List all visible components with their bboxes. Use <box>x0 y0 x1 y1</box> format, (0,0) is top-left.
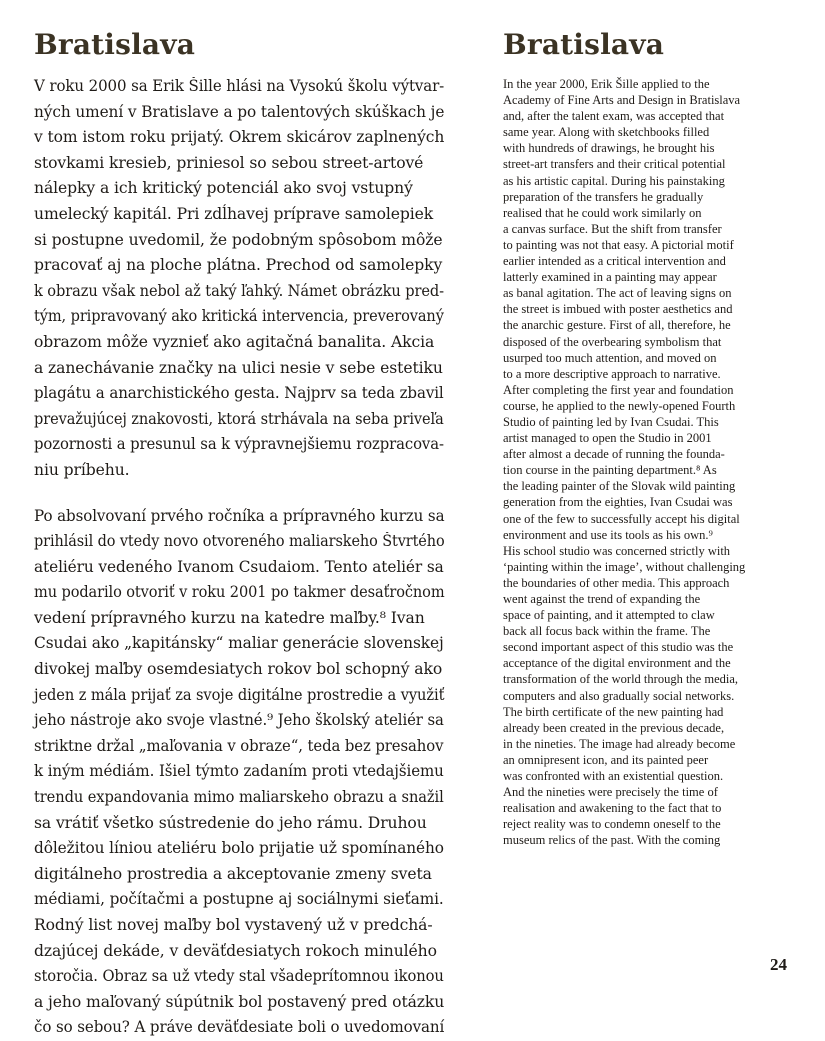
slovak-body <box>34 74 444 1041</box>
text-line: reject reality was to condemn oneself to the <box>503 817 721 832</box>
text-line: Rodný list novej maľby bol vystavený už v predchá- <box>34 916 433 934</box>
text-line: artist managed to open the Studio in 2001 <box>503 431 712 446</box>
text-line: Academy of Fine Arts and Design in Bratislava <box>503 93 741 108</box>
text-line: same year. Along with sketchbooks filled <box>503 125 710 140</box>
text-line: umelecký kapitál. Pri zdĺhavej príprave samolepiek <box>34 204 434 223</box>
text-line: jeho nástroje ako svoje vlastné.⁹ Jeho školský ateliér sa <box>34 711 444 730</box>
text-line: second important aspect of this studio was the <box>503 640 734 655</box>
text-line: jeden z mála prijať za svoje digitálne prostredie a využiť <box>34 685 445 704</box>
text-line: k iným médiám. Išiel týmto zadaním proti vtedajšiemu <box>34 762 444 781</box>
text-line: pracovať aj na ploche plátna. Prechod od samolepky <box>34 256 443 275</box>
text-line: vedení prípravného kurzu na katedre maľby.⁸ Ivan <box>34 608 425 627</box>
english-paragraph <box>503 76 793 849</box>
text-line: ‘painting within the image’, without challenging <box>503 559 746 574</box>
text-line: v tom istom roku prijatý. Okrem skicárov zaplnených <box>34 128 445 147</box>
text-line: computers and also gradually social networks. <box>503 688 735 703</box>
text-line: striktne držal „maľovania v obraze“, teda bez presahov <box>34 736 444 755</box>
text-line: as his artistic capital. During his painstaking <box>503 173 725 188</box>
text-line: the street is imbued with poster aesthetics and <box>503 302 733 317</box>
text-line: digitálneho prostredia a akceptovanie zmeny sveta <box>34 864 432 883</box>
text-line: as banal agitation. The act of leaving signs on <box>503 286 732 301</box>
text-line: course, he applied to the newly-opened Fourth <box>503 398 736 413</box>
text-line: usurped too much attention, and moved on <box>503 350 717 365</box>
text-line: went against the trend of expanding the <box>503 592 701 606</box>
text-line: mu podarilo otvoriť v roku 2001 po takmer desaťročnom <box>34 583 445 602</box>
text-line: was confronted with an existential question. <box>503 769 724 784</box>
text-line: the boundaries of other media. This approach <box>503 575 730 590</box>
text-line: back all focus back within the frame. The <box>503 624 711 639</box>
text-line: divokej maľby osemdesiatych rokov bol schopný ako <box>34 660 443 679</box>
text-line: environment and use its tools as his own.⁹ <box>503 527 713 542</box>
text-line: obrazom môže vyznieť ako agitačná banalita. Akcia <box>34 332 435 351</box>
text-line: generation from the eighties, Ivan Csudai was <box>503 495 733 510</box>
text-line: tým, pripravovaný ako kritická intervencia, preverovaný <box>34 307 444 326</box>
text-line: Studio of painting led by Ivan Csudai. This <box>503 414 719 429</box>
text-line: a zanechávanie značky na ulici nesie v sebe estetiku <box>34 358 443 377</box>
text-line: a canvas surface. But the shift from transfer <box>503 221 722 236</box>
text-line: ateliéru vedeného Ivanom Csudaiom. Tento ateliér sa <box>34 557 444 576</box>
text-line: médiami, počítačmi a postupne aj sociálnymi sieťami. <box>34 890 444 909</box>
text-line: Csudai ako „kapitánsky“ maliar generácie slovenskej <box>34 634 444 653</box>
english-heading: Bratislava <box>503 28 665 61</box>
text-line: realisation and awakening to the fact that to <box>503 801 722 816</box>
text-line: street-art transfers and their critical potential <box>503 157 726 172</box>
text-line: plagátu a anarchistického gesta. Najprv sa teda zbavil <box>34 384 444 403</box>
text-line: prevažujúcej znakovosti, ktorá strhávala na seba priveľa <box>34 409 444 428</box>
text-line: realised that he could work similarly on <box>503 205 702 220</box>
text-line: storočia. Obraz sa už vtedy stal všadeprítomnou ikonou <box>34 967 444 986</box>
text-line: stovkami kresieb, priniesol so sebou street-artové <box>34 153 424 172</box>
text-line: k obrazu však nebol až taký ľahký. Námet obrázku pred- <box>34 281 444 300</box>
text-line: and, after the talent exam, was accepted that <box>503 109 725 124</box>
text-line: museum relics of the past. With the coming <box>503 833 721 848</box>
slovak-paragraph-2 <box>34 504 444 1041</box>
text-line: After completing the first year and foundation <box>503 382 734 397</box>
text-line: In the year 2000, Erik Šille applied to the <box>503 77 710 91</box>
text-line: trendu expandovania mimo maliarskeho obrazu a snažil <box>34 788 444 807</box>
text-line: Po absolvovaní prvého ročníka a prípravného kurzu sa <box>34 506 445 525</box>
text-line: the anarchic gesture. First of all, therefore, he <box>503 318 731 333</box>
text-line: prihlásil do vtedy novo otvoreného maliarskeho Štvrtého <box>34 532 445 551</box>
text-line: transformation of the world through the media, <box>503 672 739 687</box>
text-line: dzajúcej dekáde, v deväťdesiatych rokoch minulého <box>34 941 437 960</box>
text-line: disposed of the overbearing symbolism that <box>503 334 722 349</box>
page-number: 24 <box>770 955 787 974</box>
text-line: in the nineties. The image had already become <box>503 736 736 751</box>
text-line: čo so sebou? A práve deväťdesiate boli o uvedomovaní <box>34 1018 445 1037</box>
text-line: to painting was not that easy. A pictorial motif <box>503 237 734 252</box>
text-line: the leading painter of the Slovak wild painting <box>503 479 736 494</box>
text-line: His school studio was concerned strictly with <box>503 543 731 558</box>
text-line: latterly examined in a painting may appear <box>503 270 717 285</box>
text-line: dôležitou líniou ateliéru bolo prijatie už spomínaného <box>34 839 444 858</box>
text-line: acceptance of the digital environment and the <box>503 656 731 671</box>
text-line: with hundreds of drawings, he brought his <box>503 141 715 156</box>
text-line: to a more descriptive approach to narrative. <box>503 366 721 381</box>
slovak-heading: Bratislava <box>34 28 196 61</box>
text-line: si postupne uvedomil, že podobným spôsobom môže <box>34 230 443 249</box>
text-line: And the nineties were precisely the time of <box>503 785 718 800</box>
text-line: one of the few to successfully accept his digital <box>503 511 740 526</box>
text-line: preparation of the transfers he gradually <box>503 189 704 204</box>
text-line: The birth certificate of the new painting had <box>503 704 724 719</box>
text-line: tion course in the painting department.⁸ As <box>503 463 717 478</box>
text-line: ných umení v Bratislave a po talentových skúškach je <box>34 102 445 121</box>
text-line: niu príbehu. <box>34 460 130 479</box>
text-line: V roku 2000 sa Erik Šille hlási na Vysokú školu výtvar- <box>34 77 445 95</box>
text-line: sa vrátiť všetko sústredenie do jeho rámu. Druhou <box>34 813 427 832</box>
text-line: earlier intended as a critical intervention and <box>503 254 726 269</box>
text-line: nálepky a ich kritický potenciál ako svoj vstupný <box>34 179 413 198</box>
text-line: a jeho maľovaný súpútnik bol postavený pred otázku <box>34 992 445 1011</box>
text-line: after almost a decade of running the founda- <box>503 447 725 462</box>
text-line: space of painting, and it attempted to claw <box>503 608 715 623</box>
text-line: an omnipresent icon, and its painted peer <box>503 752 709 767</box>
text-line: already been created in the previous decade, <box>503 720 725 735</box>
text-line: pozornosti a presunul sa k výpravnejšiemu rozpracova- <box>34 435 444 454</box>
slovak-paragraph-1 <box>34 74 444 484</box>
english-body <box>503 76 793 849</box>
